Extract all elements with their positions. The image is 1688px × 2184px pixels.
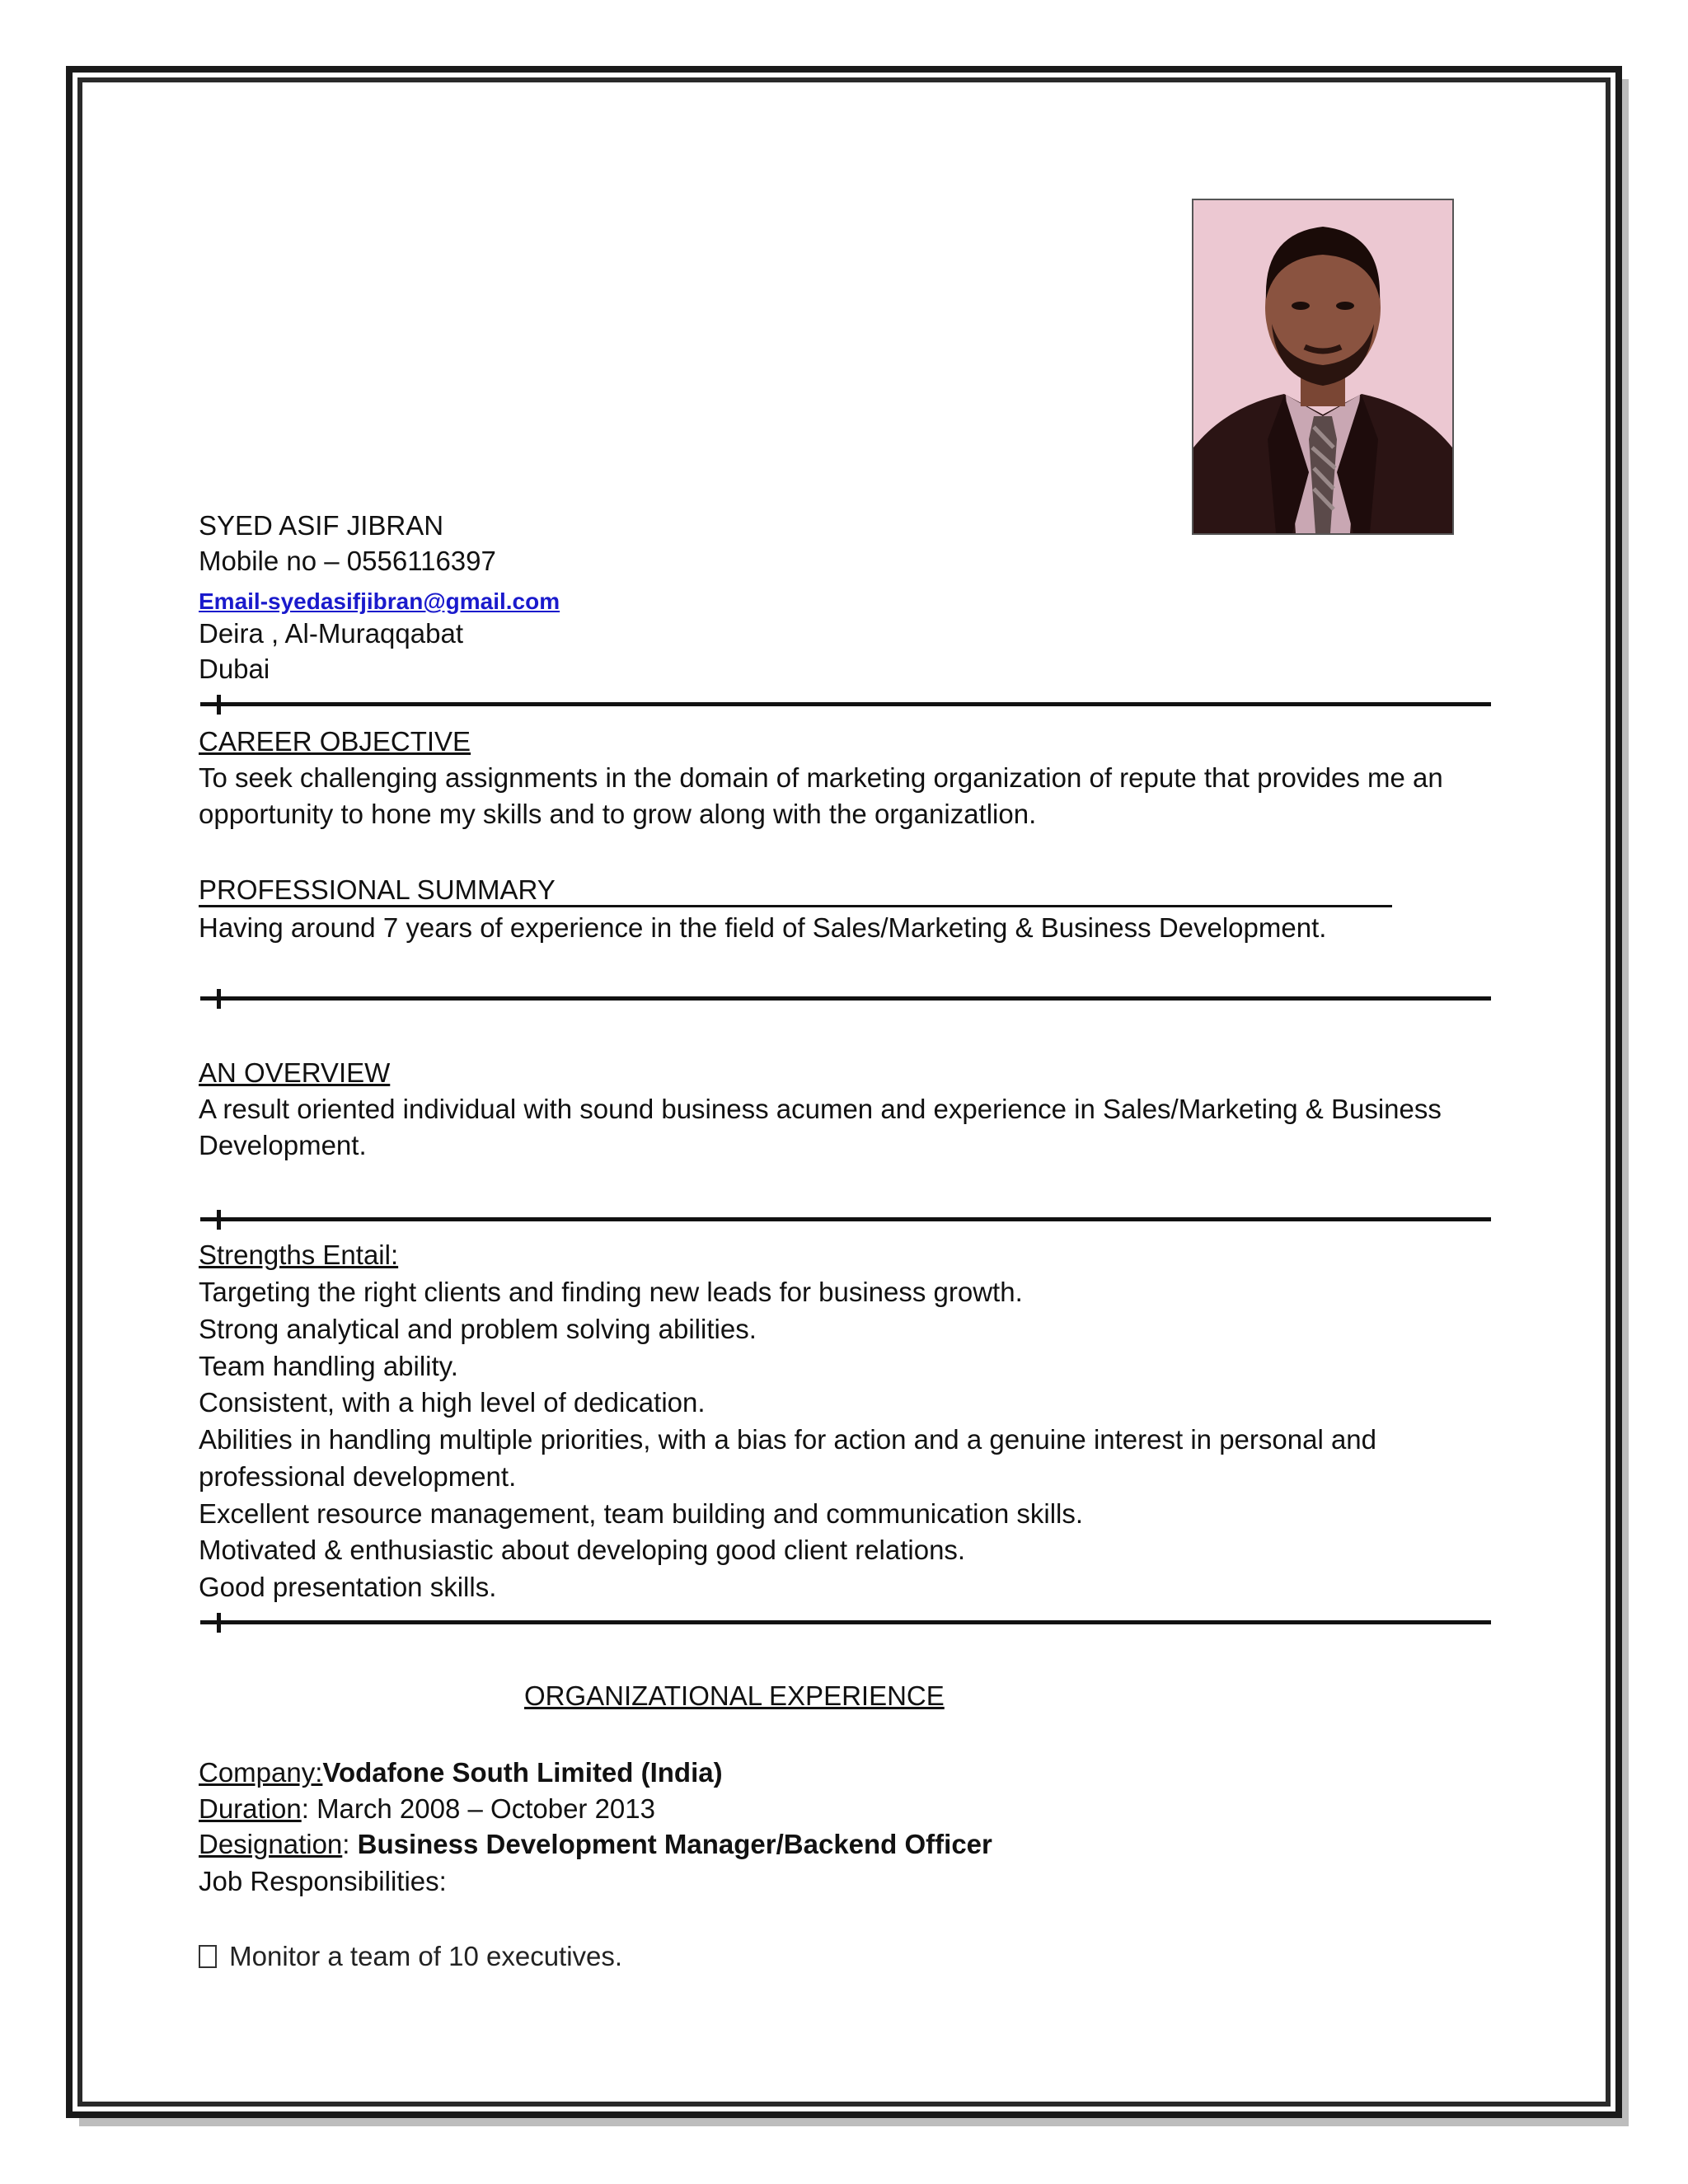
overview-line-2: Development.: [199, 1130, 367, 1160]
strength-item: Abilities in handling multiple priorities, with a bias for action and a genuine interest in personal and: [199, 1424, 1377, 1455]
career-objective-heading: CAREER OBJECTIVE: [199, 726, 471, 757]
designation-value: Business Development Manager/Backend Officer: [357, 1829, 992, 1859]
professional-summary-text: Having around 7 years of experience in the field of Sales/Marketing & Business Development.: [199, 912, 1327, 943]
designation-line: Designation: Business Development Manager/Backend Officer: [199, 1829, 992, 1859]
section-divider-4: [200, 1620, 1491, 1624]
professional-summary-underline: [199, 905, 1392, 907]
address-line-2: Dubai: [199, 654, 270, 684]
strength-item: Strong analytical and problem solving abilities.: [199, 1314, 757, 1344]
strength-item: Good presentation skills.: [199, 1572, 497, 1602]
job-responsibilities-label: Job Responsibilities:: [199, 1866, 447, 1896]
company-value: Vodafone South Limited (India): [322, 1757, 723, 1788]
strength-item: Team handling ability.: [199, 1351, 458, 1381]
company-line: [199, 1755, 723, 1791]
strength-item: Targeting the right clients and finding new leads for business growth.: [199, 1277, 1023, 1307]
duration-value: : March 2008 – October 2013: [301, 1793, 655, 1824]
overview-line-1: A result oriented individual with sound business acumen and experience in Sales/Marketing & Business: [199, 1094, 1442, 1124]
section-divider-1-tick: [217, 695, 221, 715]
company-label: Company:: [199, 1757, 323, 1788]
email-link[interactable]: Email-syedasifjibran@gmail.com: [199, 588, 560, 614]
responsibility-item: [199, 1938, 622, 1975]
section-divider-1: [200, 702, 1491, 706]
bullet-box-icon: [199, 1945, 217, 1968]
career-objective-line-1: To seek challenging assignments in the domain of marketing organization of repute that provides me an: [199, 762, 1443, 793]
mobile-number: Mobile no – 0556116397: [199, 546, 496, 576]
section-divider-2: [200, 996, 1491, 1001]
candidate-name: SYED ASIF JIBRAN: [199, 510, 444, 541]
profile-photo: [1192, 199, 1454, 535]
career-objective-line-2: opportunity to hone my skills and to grow along with the organizatlion.: [199, 799, 1037, 829]
strength-item: Motivated & enthusiastic about developing good client relations.: [199, 1535, 966, 1565]
section-divider-3: [200, 1217, 1491, 1221]
email-container: [199, 582, 560, 620]
strength-item: Excellent resource management, team building and communication skills.: [199, 1498, 1084, 1529]
strengths-heading: Strengths Entail:: [199, 1240, 399, 1270]
duration-line: [199, 1791, 655, 1827]
section-divider-2-tick: [217, 989, 221, 1009]
experience-heading: ORGANIZATIONAL EXPERIENCE: [524, 1680, 945, 1711]
professional-summary-heading: PROFESSIONAL SUMMARY: [199, 874, 556, 905]
profile-photo-illustration: [1193, 200, 1452, 533]
designation-label: Designation: [199, 1829, 343, 1859]
strength-item: Consistent, with a high level of dedication.: [199, 1387, 706, 1418]
section-divider-3-tick: [217, 1210, 221, 1230]
strength-item: professional development.: [199, 1461, 517, 1492]
section-divider-4-tick: [217, 1613, 221, 1633]
overview-heading: AN OVERVIEW: [199, 1057, 391, 1088]
responsibility-text: Monitor a team of 10 executives.: [222, 1941, 623, 1971]
duration-label: Duration: [199, 1793, 302, 1824]
address-line-1: Deira , Al-Muraqqabat: [199, 618, 463, 649]
